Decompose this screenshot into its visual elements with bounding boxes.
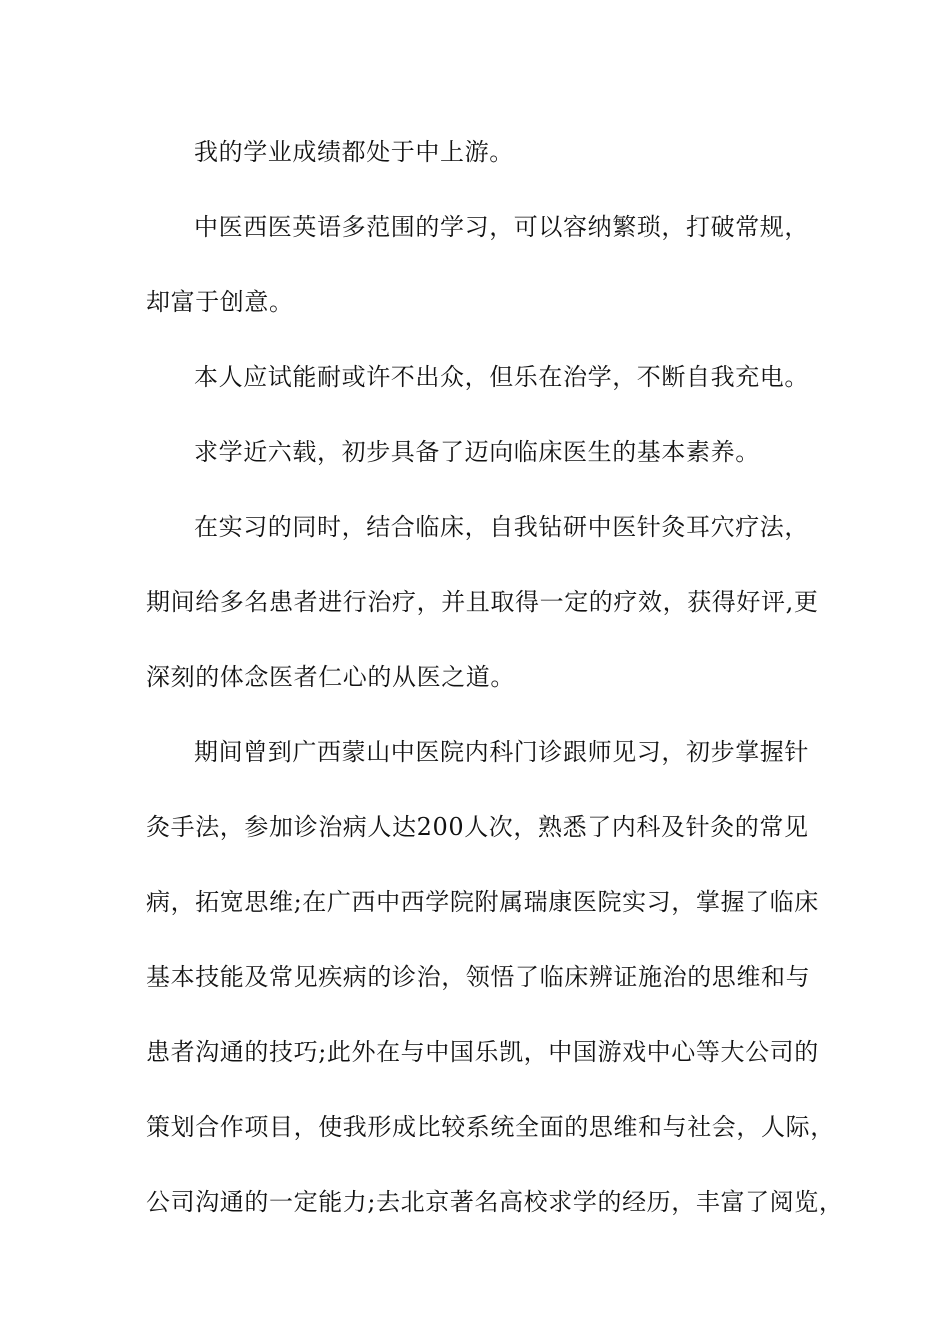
paragraph-line: 求学近六载，初步具备了迈向临床医生的基本素养。 bbox=[194, 438, 760, 466]
paragraph-line: 期间给多名患者进行治疗，并且取得一定的疗效，获得好评,更 bbox=[146, 588, 819, 616]
paragraph-line: 却富于创意。 bbox=[146, 288, 294, 316]
paragraph-line: 期间曾到广西蒙山中医院内科门诊跟师见习，初步掌握针 bbox=[194, 738, 809, 766]
paragraph-line: 本人应试能耐或许不出众，但乐在治学，不断自我充电。 bbox=[194, 363, 809, 391]
body-text bbox=[146, 128, 844, 1253]
paragraph-line: 在实习的同时，结合临床，自我钻研中医针灸耳穴疗法， bbox=[194, 513, 809, 541]
paragraph-line: 深刻的体念医者仁心的从医之道。 bbox=[146, 663, 515, 691]
paragraph-line: 公司沟通的一定能力;去北京著名高校求学的经历，丰富了阅览， bbox=[146, 1188, 844, 1216]
paragraph-line: 策划合作项目，使我形成比较系统全面的思维和与社会，人际， bbox=[146, 1113, 835, 1141]
paragraph-line: 我的学业成绩都处于中上游。 bbox=[194, 138, 514, 166]
paragraph-line: 中医西医英语多范围的学习，可以容纳繁琐，打破常规， bbox=[194, 213, 809, 241]
paragraph-line: 患者沟通的技巧;此外在与中国乐凯，中国游戏中心等大公司的 bbox=[146, 1038, 819, 1066]
paragraph-line: 基本技能及常见疾病的诊治，领悟了临床辨证施治的思维和与 bbox=[146, 963, 811, 991]
paragraph-line: 灸手法，参加诊治病人达200人次，熟悉了内科及针灸的常见 bbox=[146, 813, 809, 841]
paragraph-line: 病，拓宽思维;在广西中西学院附属瑞康医院实习，掌握了临床 bbox=[146, 888, 819, 916]
